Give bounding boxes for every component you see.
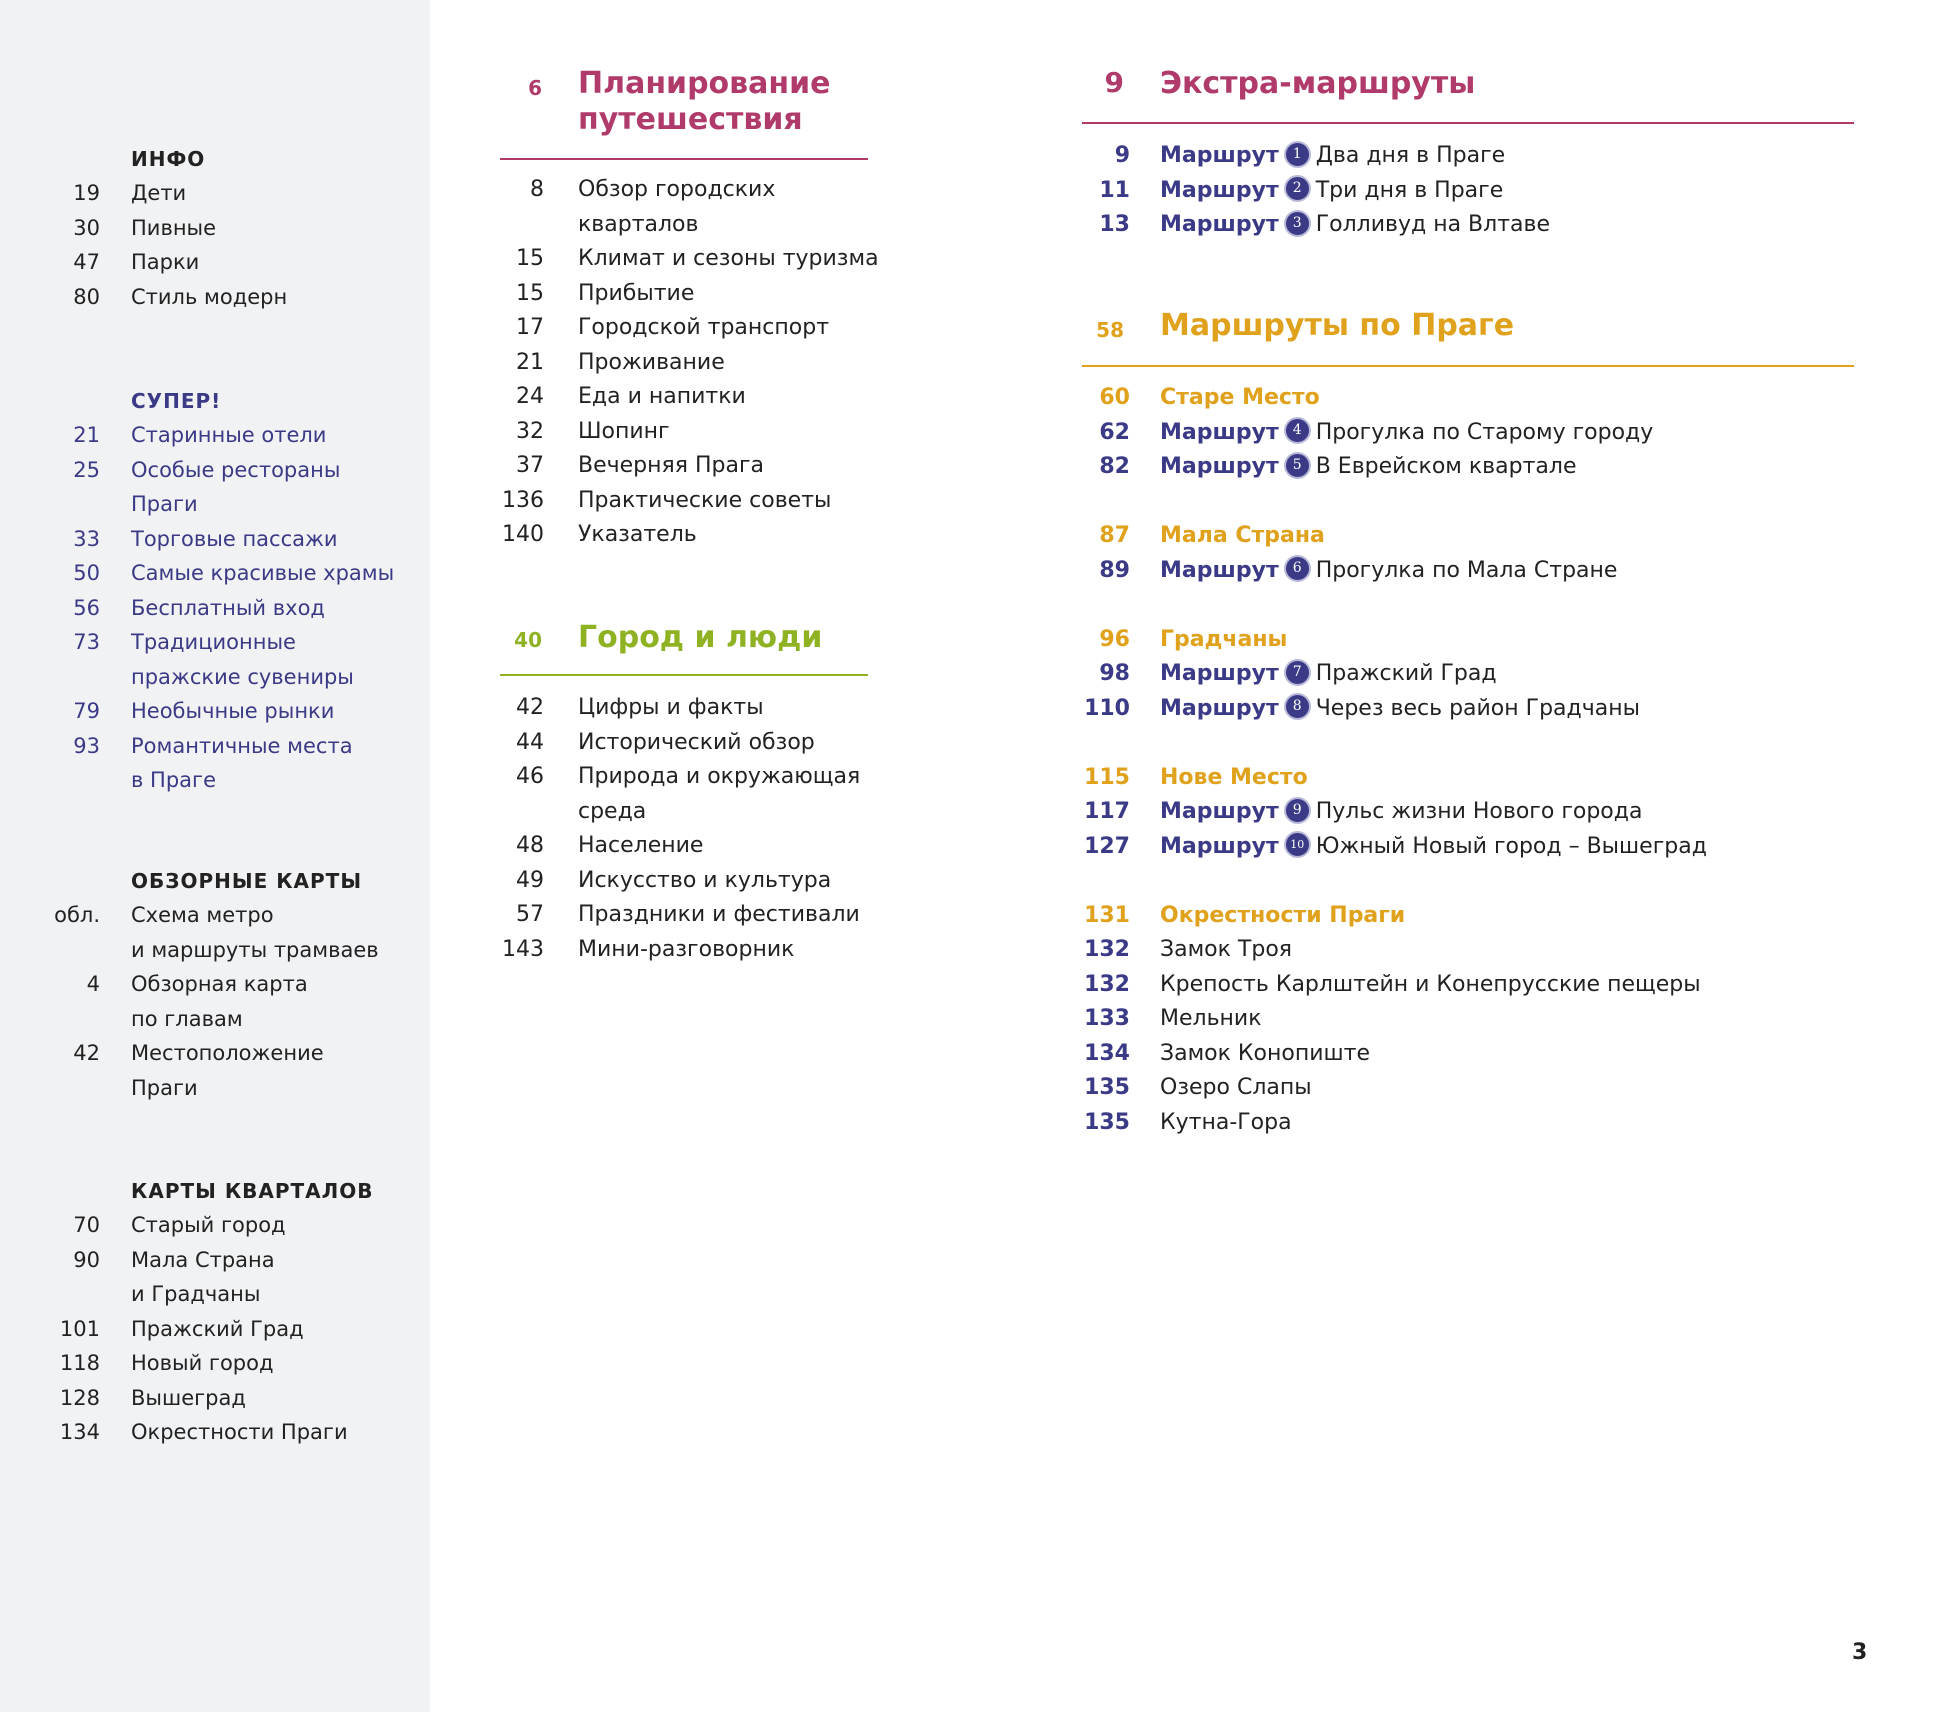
list-item[interactable]: 24 Еда и напитки: [516, 384, 746, 409]
list-item-continuation: и маршруты трамваев: [131, 937, 379, 962]
section-page-number: 58: [1096, 318, 1124, 342]
section-rule: [500, 674, 868, 676]
list-item[interactable]: 132 Замок Троя: [1084, 937, 1293, 962]
route-item[interactable]: 110 Маршрут 8 Через весь район Градчаны: [1082, 692, 1862, 727]
list-item-continuation: Праги: [131, 1075, 198, 1100]
section-title[interactable]: Экстра-маршруты: [1160, 66, 1476, 101]
district-heading[interactable]: 87 Мала Страна: [1099, 523, 1325, 548]
list-item[interactable]: 33 Торговые пассажи: [73, 526, 338, 551]
section-rule: [500, 158, 868, 160]
district-heading[interactable]: 115 Нове Место: [1084, 764, 1308, 790]
list-item[interactable]: 17 Городской транспорт: [516, 315, 830, 340]
list-item[interactable]: 132 Крепость Карлштейн и Конепрусские пещеры: [1084, 971, 1701, 997]
sidebar: [0, 0, 430, 1712]
section-rule: [1082, 365, 1854, 367]
list-item[interactable]: 93 Романтичные места: [73, 733, 353, 758]
list-item[interactable]: 134 Замок Конопиште: [1084, 1040, 1371, 1066]
route-item[interactable]: 98 Маршрут 7 Пражский Град: [1082, 657, 1862, 692]
list-item[interactable]: 37 Вечерняя Прага: [516, 453, 765, 478]
list-item[interactable]: 135 Кутна-Гора: [1084, 1109, 1292, 1135]
district-heading[interactable]: 96 Градчаны: [1099, 626, 1288, 652]
section-page-number: 6: [528, 76, 542, 100]
list-item-continuation: кварталов: [578, 211, 699, 237]
route-item[interactable]: 13 Маршрут 3 Голливуд на Влтаве: [1082, 208, 1862, 243]
list-item[interactable]: 50 Самые красивые храмы: [73, 561, 395, 585]
district-heading[interactable]: 131 Окрестности Праги: [1084, 902, 1406, 928]
list-item[interactable]: 90 Мала Страна: [73, 1247, 275, 1272]
route-item[interactable]: 117 Маршрут 9 Пульс жизни Нового города: [1082, 795, 1862, 830]
route-number-badge: 7: [1284, 659, 1311, 686]
route-number-badge: 8: [1284, 693, 1311, 720]
section-page-number: 40: [514, 628, 542, 652]
list-item[interactable]: 46 Природа и окружающая: [516, 764, 861, 789]
route-item[interactable]: 82 Маршрут 5 В Еврейском квартале: [1082, 450, 1862, 485]
list-item[interactable]: 136 Практические советы: [502, 487, 832, 513]
list-item[interactable]: 15 Прибытие: [516, 280, 695, 306]
list-item[interactable]: 21 Старинные отели: [73, 423, 327, 447]
list-item[interactable]: 79 Необычные рынки: [73, 699, 335, 723]
sidebar-overview-maps-heading: ОБЗОРНЫЕ КАРТЫ: [131, 869, 363, 893]
section-page-number: 9: [1104, 66, 1124, 99]
list-item[interactable]: 49 Искусство и культура: [516, 867, 832, 893]
list-item[interactable]: 128 Вышеград: [59, 1385, 246, 1410]
route-number-badge: 5: [1284, 452, 1311, 479]
route-number-badge: 3: [1284, 210, 1311, 237]
section-title[interactable]: Планирование путешествия: [578, 66, 831, 137]
route-number-badge: 4: [1284, 417, 1311, 444]
list-item-continuation: и Градчаны: [131, 1282, 261, 1306]
section-rule: [1082, 122, 1854, 124]
list-item[interactable]: 57 Праздники и фестивали: [516, 902, 860, 927]
list-item[interactable]: 135 Озеро Слапы: [1084, 1075, 1312, 1100]
list-item[interactable]: 15 Климат и сезоны туризма: [516, 246, 879, 271]
list-item[interactable]: 4 Обзорная карта: [86, 972, 308, 996]
route-number-badge: 6: [1284, 555, 1311, 582]
route-number-badge: 2: [1284, 175, 1311, 202]
list-item[interactable]: 70 Старый город: [73, 1213, 286, 1237]
list-item[interactable]: 140 Указатель: [502, 522, 697, 547]
list-item[interactable]: 73 Традиционные: [73, 630, 296, 654]
sidebar-super-heading: СУПЕР!: [131, 389, 222, 413]
list-item-continuation: в Праге: [131, 768, 216, 792]
list-item[interactable]: 48 Население: [516, 833, 704, 858]
route-number-badge: 1: [1284, 141, 1311, 168]
section-title[interactable]: Маршруты по Праге: [1160, 308, 1515, 343]
list-item[interactable]: 8 Обзор городских: [530, 177, 776, 202]
route-item[interactable]: 89 Маршрут 6 Прогулка по Мала Стране: [1082, 554, 1862, 589]
list-item[interactable]: 42 Цифры и факты: [516, 695, 764, 720]
list-item[interactable]: 44 Исторический обзор: [516, 729, 815, 755]
page-number: 3: [1852, 1640, 1868, 1665]
list-item[interactable]: 143 Мини-разговорник: [502, 936, 795, 962]
route-number-badge: 10: [1284, 831, 1311, 858]
list-item-continuation: среда: [578, 798, 647, 824]
list-item[interactable]: 101 Пражский Град: [59, 1316, 304, 1341]
route-item[interactable]: 127 Маршрут 10 Южный Новый город – Вышеград: [1082, 830, 1862, 865]
route-item[interactable]: 9 Маршрут 1 Два дня в Праге: [1082, 139, 1862, 174]
list-item[interactable]: 21 Проживание: [516, 349, 725, 375]
list-item[interactable]: 47 Парки: [73, 250, 200, 274]
list-item[interactable]: 30 Пивные: [73, 215, 217, 240]
list-item[interactable]: 118 Новый город: [59, 1351, 274, 1375]
list-item[interactable]: 42 Местоположение: [73, 1041, 324, 1065]
list-item-continuation: по главам: [131, 1006, 243, 1031]
sidebar-district-maps-heading: КАРТЫ КВАРТАЛОВ: [131, 1179, 374, 1203]
list-item-continuation: Праги: [131, 492, 198, 516]
list-item[interactable]: 25 Особые рестораны: [73, 457, 341, 482]
list-item-continuation: пражские сувениры: [131, 664, 354, 689]
district-heading[interactable]: 60 Старе Место: [1099, 385, 1320, 410]
list-item[interactable]: 32 Шопинг: [516, 418, 670, 444]
route-item[interactable]: 11 Маршрут 2 Три дня в Праге: [1082, 174, 1862, 209]
list-item[interactable]: 80 Стиль модерн: [73, 284, 288, 309]
list-item[interactable]: 133 Мельник: [1084, 1006, 1262, 1031]
list-item[interactable]: 134 Окрестности Праги: [59, 1420, 348, 1444]
list-item[interactable]: 19 Дети: [73, 181, 187, 205]
route-number-badge: 9: [1284, 797, 1311, 824]
list-item[interactable]: обл. Схема метро: [54, 903, 274, 927]
sidebar-info-heading: ИНФО: [131, 147, 206, 171]
section-title[interactable]: Город и люди: [578, 620, 823, 655]
route-item[interactable]: 62 Маршрут 4 Прогулка по Старому городу: [1082, 416, 1862, 451]
list-item[interactable]: 56 Бесплатный вход: [73, 595, 325, 620]
